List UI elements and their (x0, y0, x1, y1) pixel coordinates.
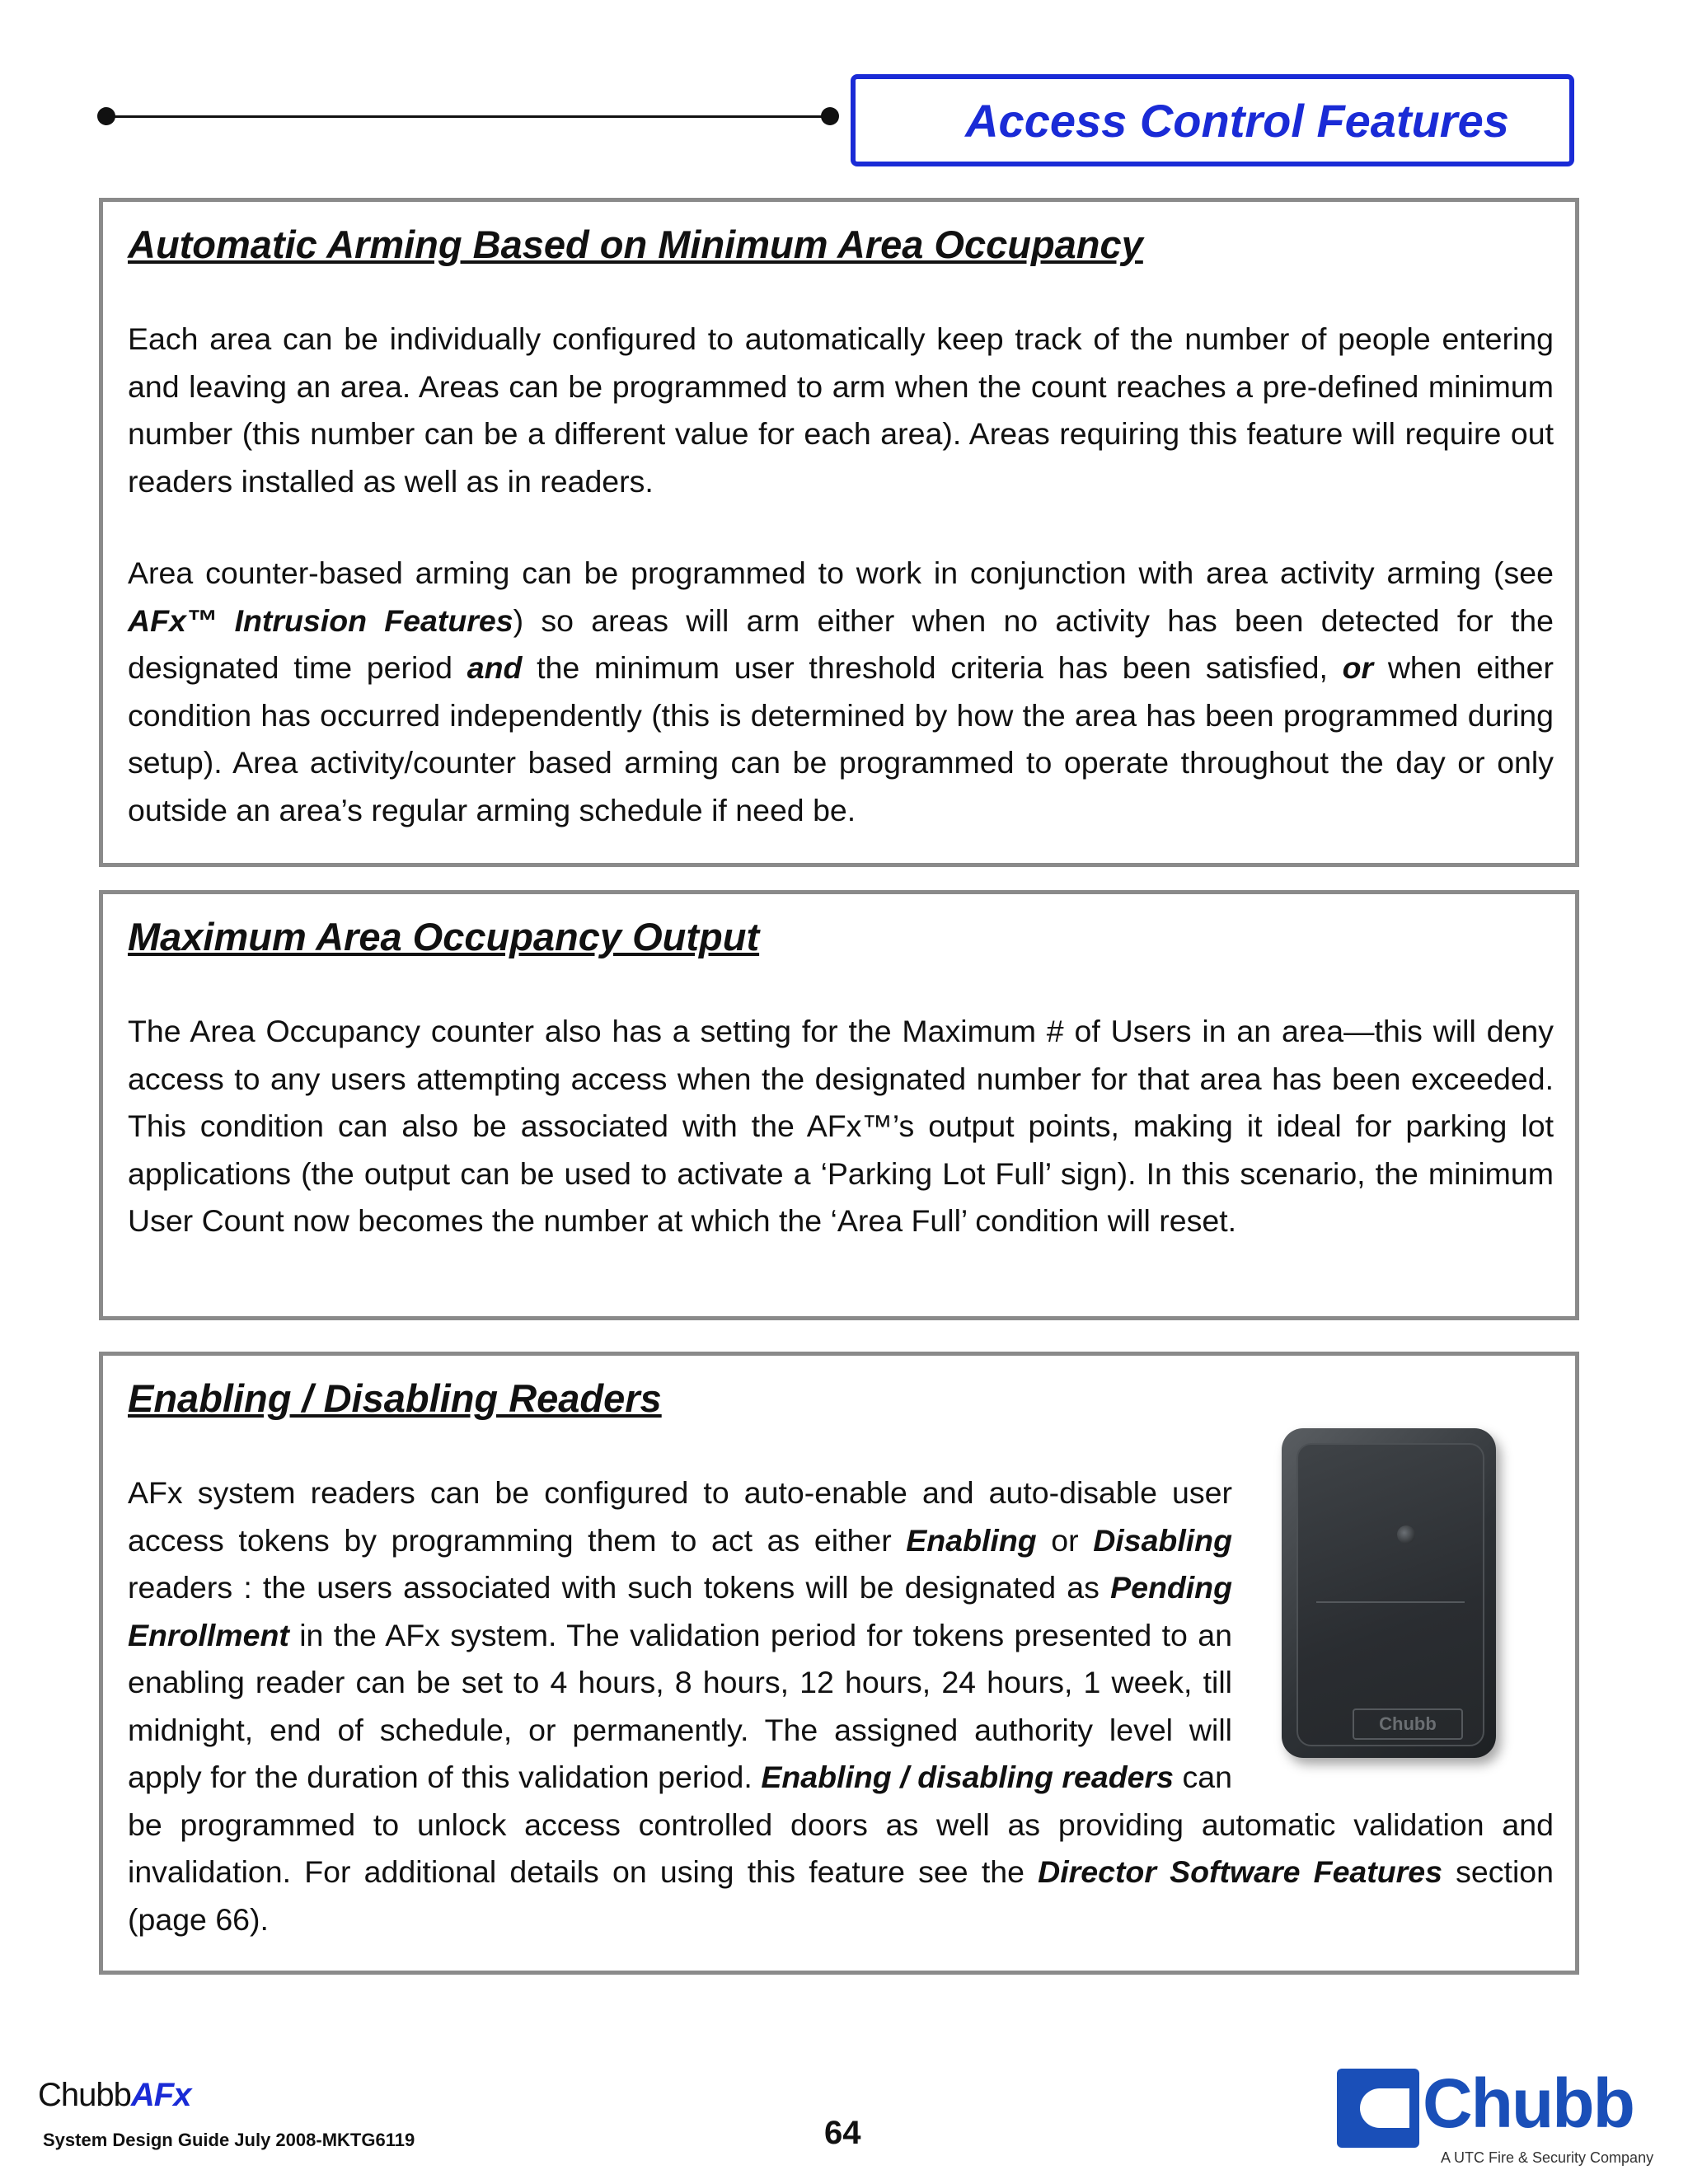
emphasis: Disabling (1093, 1522, 1232, 1558)
section-title: Automatic Arming Based on Minimum Area Occupancy (128, 223, 1143, 266)
emphasis-link-text: AFx™ Intrusion Features (128, 602, 513, 638)
emphasis: and (467, 650, 523, 685)
section-automatic-arming (99, 198, 1579, 867)
chubb-logo: Chubb A UTC Fire & Security Company (1337, 2069, 1667, 2168)
paragraph: Chubb AFx system readers can be configured to auto-enable and auto-disable user access tokens by programming them to act as either Enabling or Disabling readers : the users associated with such tokens will be designated as Pending Enrollment in the AFx system. The validation period for tokens presented to an enabling reader can be set to 4 hours, 8 hours, 12 hours, 24 hours, 1 week, till midnight, end of schedule, or permanently. The assigned authority level will apply for the duration of this validation period. Enabling / disabling readers can be programmed to unlock access controlled doors as well as providing automatic validation and invalidation. For additional details on using this feature see the Director Software Features section (page 66). (128, 1469, 1554, 1943)
header-title-box (851, 74, 1574, 166)
page-title: Access Control Features (965, 94, 1509, 147)
device-logo: Chubb (1353, 1708, 1463, 1740)
section-maximum-occupancy (99, 890, 1579, 1320)
emphasis: Pending Enrollment (128, 1570, 1232, 1652)
chubb-c-icon (1337, 2069, 1419, 2148)
section-title: Maximum Area Occupancy Output (128, 915, 760, 958)
emphasis: Enabling / disabling readers (761, 1760, 1174, 1794)
section-title: Enabling / Disabling Readers (128, 1376, 662, 1420)
paragraph: The Area Occupancy counter also has a setting for the Maximum # of Users in an area—this will deny access to any users attempting access when the designated number for that area has been exceeded. This condition can also be associated with the AFx™’s output points, making it ideal for parking lot applications (the output can be used to activate a ‘Parking Lot Full’ sign). In this scenario, the minimum User Count now becomes the number at which the ‘Area Full’ condition will reset. (128, 1014, 1554, 1238)
footer-guide-text: System Design Guide July 2008-MKTG6119 (43, 2130, 415, 2150)
reader-device-image (1257, 1428, 1554, 1774)
paragraph: Area counter-based arming can be programmed to work in conjunction with area activity arming (see AFx™ Intrusion Features) so areas will arm either when no activity has been detected for the designated time period and the minimum user threshold criteria has been satisfied, or when either condition has occurred independently (this is determined by how the area has been programmed during setup). Area activity/counter based arming can be programmed to operate throughout the day or only outside an area’s regular arming schedule if need be. (128, 555, 1554, 827)
section-enabling-disabling-readers (99, 1352, 1579, 1975)
emphasis-link-text: Director Software Features (1038, 1854, 1442, 1889)
page-number: 64 (824, 2115, 861, 2151)
emphasis: Enabling (906, 1522, 1037, 1558)
header-rule-dot-right (821, 107, 839, 125)
emphasis: or (1342, 650, 1374, 685)
paragraph: Each area can be individually configured to automatically keep track of the number of people entering and leaving an area. Areas can be programmed to arm when the count reaches a pre-defined minimum number (this number can be a different value for each area). Areas requiring this feature will require out readers installed as well as in readers. (128, 321, 1554, 499)
reader-led-icon (1397, 1526, 1415, 1544)
chubb-afx-logo: ChubbAFx (38, 2077, 191, 2113)
card-reader-icon (1282, 1428, 1496, 1758)
header-rule (106, 115, 831, 118)
chubb-tagline: A UTC Fire & Security Company (1441, 2149, 1654, 2166)
